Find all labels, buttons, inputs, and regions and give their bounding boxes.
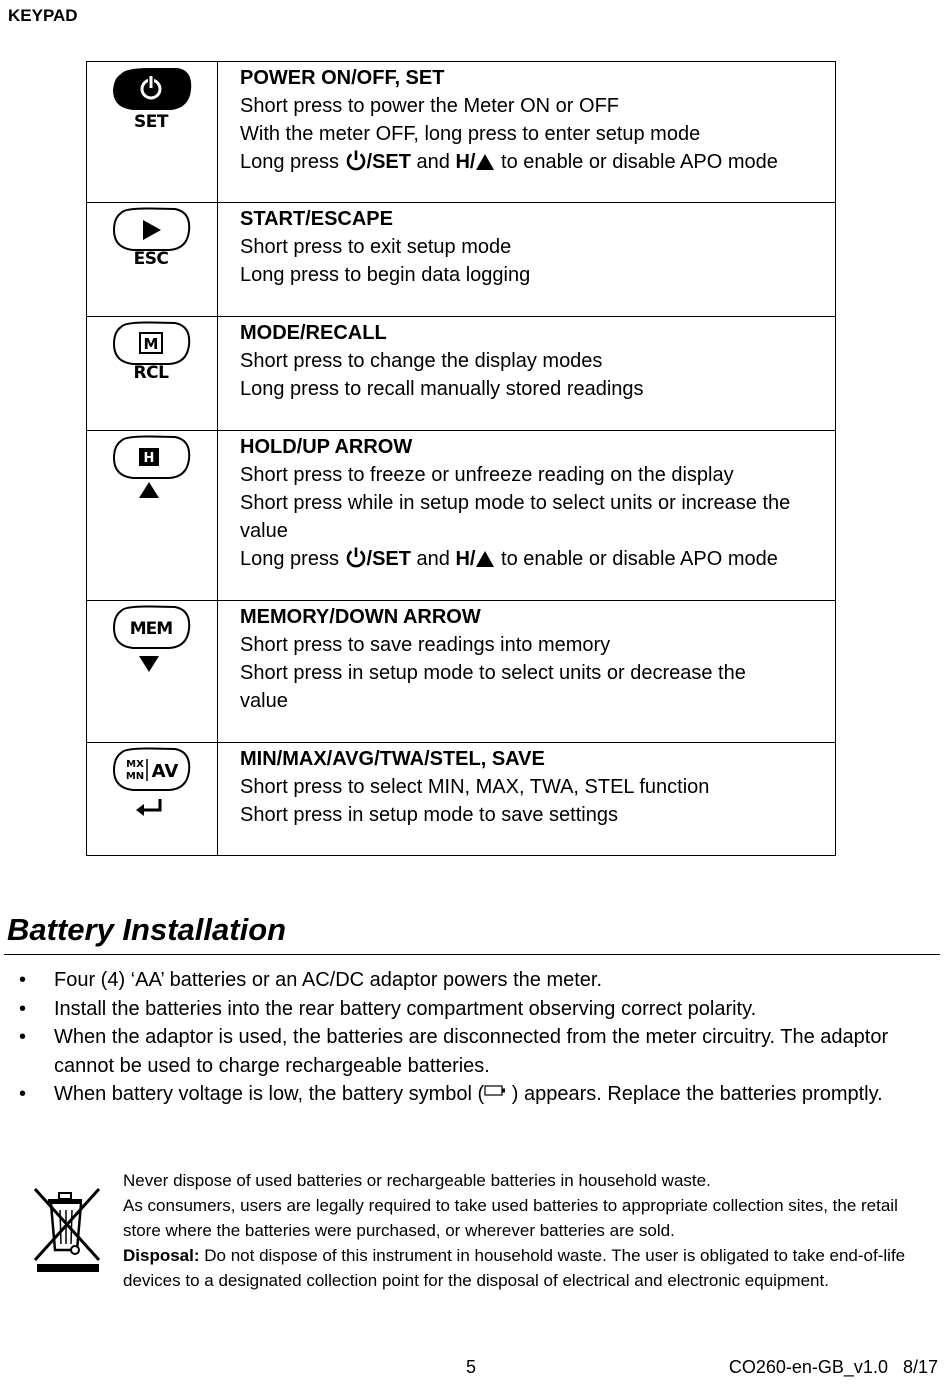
key-label-rcl: RCL xyxy=(133,363,169,383)
weee-crossed-bin-icon xyxy=(33,1184,103,1274)
page-number: 5 xyxy=(466,1357,477,1377)
key-description xyxy=(218,62,836,203)
desc-line: Short press to save readings into memory xyxy=(240,634,611,656)
desc-line: Short press to freeze or unfreeze reading on the display xyxy=(240,464,734,486)
apo-line: Long press /SET and H/ to enable or disable APO mode xyxy=(240,548,778,570)
memory-button-icon xyxy=(111,605,195,651)
up-arrow-icon xyxy=(475,153,495,171)
row-title: HOLD/UP ARROW xyxy=(240,436,413,458)
battery-section-title: Battery Installation xyxy=(7,912,287,947)
document-id: CO260-en-GB_v1.0 8/17 xyxy=(728,1357,938,1377)
key-icon-cell xyxy=(87,317,218,431)
up-arrow-icon xyxy=(475,550,495,568)
power-icon xyxy=(345,546,367,568)
disposal-line: Never dispose of used batteries or rechargeable batteries in household waste. xyxy=(123,1171,711,1190)
svg-text:MN: MN xyxy=(125,771,145,782)
disposal-line: As consumers, users are legally required to take used batteries to appropriate collection sites, the retail store where the batteries were purchased, or wherever batteries are sold. xyxy=(123,1196,898,1240)
desc-line: Long press to begin data logging xyxy=(240,264,531,286)
disposal-label: Disposal: xyxy=(123,1246,200,1265)
desc-line: With the meter OFF, long press to enter setup mode xyxy=(240,123,701,145)
key-icon-cell xyxy=(87,743,218,856)
desc-line: Long press to recall manually stored readings xyxy=(240,378,644,400)
section-divider xyxy=(4,954,940,955)
row-title: START/ESCAPE xyxy=(240,208,393,230)
row-title: POWER ON/OFF, SET xyxy=(240,67,445,89)
list-item: • Install the batteries into the rear battery compartment observing correct polarity. xyxy=(0,995,900,1024)
hold-button-icon xyxy=(111,435,195,481)
section-title: KEYPAD xyxy=(8,6,78,25)
row-title: MIN/MAX/AVG/TWA/STEL, SAVE xyxy=(240,748,545,770)
minmax-button-icon xyxy=(111,747,195,793)
desc-line: Short press in setup mode to save settings xyxy=(240,804,618,826)
up-arrow-icon xyxy=(138,481,160,499)
apo-line: Long press /SET and H/ to enable or disable APO mode xyxy=(240,151,778,173)
key-icon-cell xyxy=(87,601,218,743)
svg-text:M: M xyxy=(143,335,159,353)
power-button-icon xyxy=(111,66,195,112)
start-button-icon xyxy=(111,207,195,253)
key-icon-cell xyxy=(87,431,218,601)
mode-button-icon xyxy=(111,321,195,367)
keypad-table xyxy=(86,61,836,856)
list-item: • When battery voltage is low, the battery symbol ( ) appears. Replace the batteries promptly. xyxy=(0,1080,900,1109)
desc-line: Short press while in setup mode to select units or increase the xyxy=(240,492,791,514)
key-label-set: SET xyxy=(134,112,168,132)
keypad-row-mode xyxy=(87,317,836,431)
keypad-row-power xyxy=(87,62,836,203)
row-title: MODE/RECALL xyxy=(240,322,387,344)
key-description xyxy=(218,317,836,431)
svg-text:MEM: MEM xyxy=(129,619,173,639)
desc-line: value xyxy=(240,520,288,542)
desc-line: Short press to power the Meter ON or OFF xyxy=(240,95,620,117)
battery-icon xyxy=(484,1084,506,1098)
svg-text:AV: AV xyxy=(151,761,179,782)
key-icon-cell xyxy=(87,62,218,203)
keypad-row-minmax xyxy=(87,743,836,856)
key-icon-cell xyxy=(87,203,218,317)
svg-text:MX: MX xyxy=(126,759,144,770)
key-description xyxy=(218,431,836,601)
down-arrow-icon xyxy=(138,655,160,673)
desc-line: Short press in setup mode to select units or decrease the xyxy=(240,662,746,684)
desc-line: Short press to change the display modes xyxy=(240,350,603,372)
key-label-esc: ESC xyxy=(133,249,169,269)
enter-arrow-icon xyxy=(135,797,163,817)
power-icon xyxy=(345,149,367,171)
desc-line: Short press to exit setup mode xyxy=(240,236,512,258)
list-item: • Four (4) ‘AA’ batteries or an AC/DC adaptor powers the meter. xyxy=(0,966,900,995)
key-description xyxy=(218,601,836,743)
key-description xyxy=(218,203,836,317)
disposal-notice xyxy=(123,1168,938,1293)
list-item: • When the adaptor is used, the batteries are disconnected from the meter circuitry. The adaptor cannot be used to charge rechargeable batteries. xyxy=(0,1023,900,1080)
desc-line: Short press to select MIN, MAX, TWA, STEL function xyxy=(240,776,710,798)
svg-text:H: H xyxy=(143,451,155,466)
disposal-line: Disposal: Do not dispose of this instrument in household waste. The user is obligated to take end-of-life devices to a designated collection point for the disposal of electrical and electronic equipment. xyxy=(123,1246,906,1290)
keypad-row-hold xyxy=(87,431,836,601)
key-description xyxy=(218,743,836,856)
keypad-row-start xyxy=(87,203,836,317)
keypad-row-memory xyxy=(87,601,836,743)
desc-line: value xyxy=(240,690,288,712)
row-title: MEMORY/DOWN ARROW xyxy=(240,606,481,628)
battery-list xyxy=(0,966,900,1109)
